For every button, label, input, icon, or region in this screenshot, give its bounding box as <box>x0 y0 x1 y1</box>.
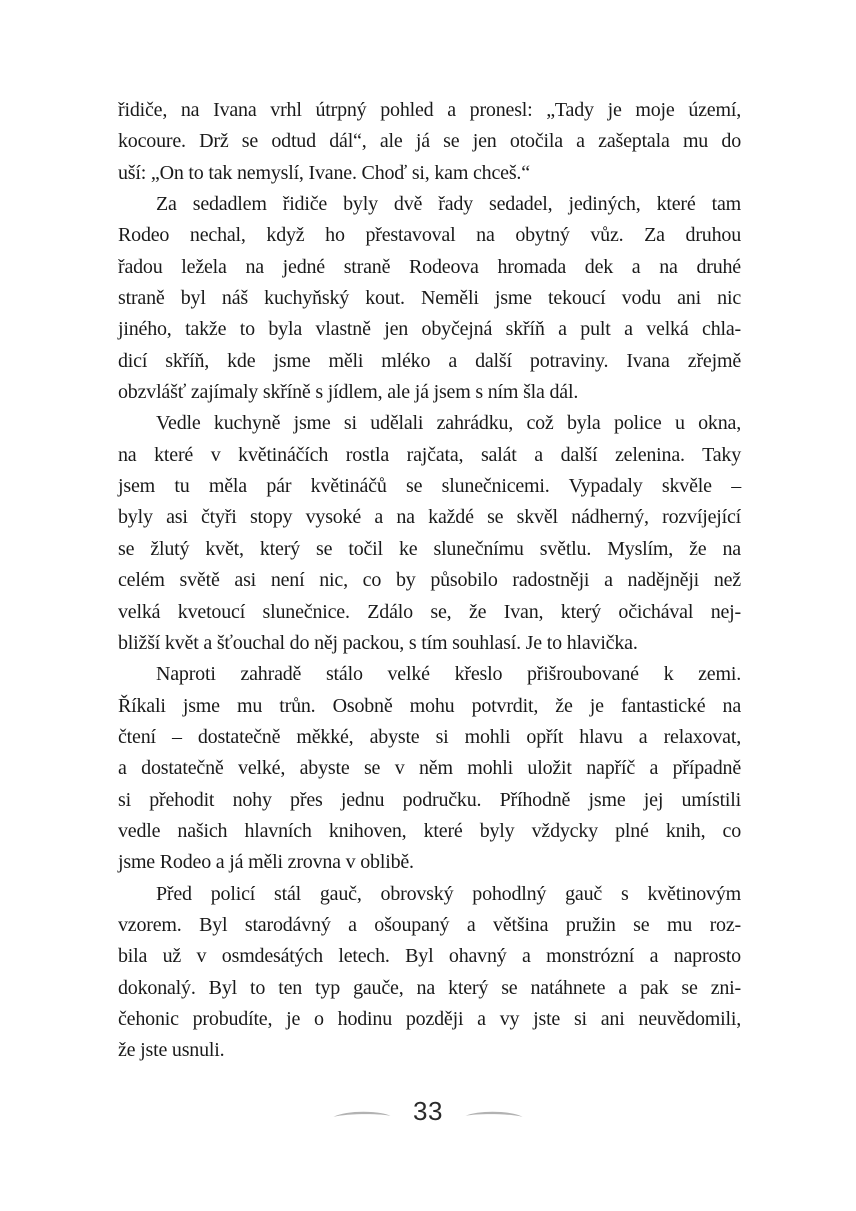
text-line: kocoure. Drž se odtud dál“, ale já se jen otočila a zašeptala mu do <box>118 130 741 153</box>
text-line: straně byl náš kuchyňský kout. Neměli jsme tekoucí vodu ani nic <box>118 287 741 310</box>
text-line: a dostatečně velké, abyste se v něm mohli uložit napříč a případně <box>118 757 741 780</box>
text-line: dicí skříň, kde jsme měli mléko a další potraviny. Ivana zřejmě <box>118 349 741 372</box>
paragraph <box>118 189 741 408</box>
paragraph <box>118 659 741 878</box>
text-line: Říkali jsme mu trůn. Osobně mohu potvrdit, že je fantastické na <box>118 694 741 717</box>
text-line: vedle našich hlavních knihoven, které byly vždycky plné knih, co <box>118 819 741 842</box>
text-line: řidiče, na Ivana vrhl útrpný pohled a pronesl: „Tady je moje území, <box>118 99 741 121</box>
text-line: byly asi čtyři stopy vysoké a na každé se skvěl nádherný, rozvíjející <box>118 506 741 529</box>
text-line: Vedle kuchyně jsme si udělali zahrádku, což byla police u okna, <box>156 412 741 435</box>
page-number-ornament-right-icon <box>465 1108 523 1118</box>
text-line: uší: „On to tak nemyslí, Ivane. Choď si, kam chceš.“ <box>118 161 530 184</box>
text-line: Rodeo nechal, když ho přestavoval na obytný vůz. Za druhou <box>118 224 741 247</box>
text-line: čtení – dostatečně měkké, abyste si mohli opřít hlavu a relaxovat, <box>118 725 741 748</box>
text-line: Naproti zahradě stálo velké křeslo přišroubované k zemi. <box>156 663 741 686</box>
paragraph <box>118 95 741 189</box>
text-line: čehonic probudíte, je o hodinu později a vy jste si ani neuvědomili, <box>118 1007 741 1030</box>
text-line: jsem tu měla pár květináčů se slunečnicemi. Vypadaly skvěle – <box>118 475 741 498</box>
text-line: na které v květináčích rostla rajčata, salát a další zelenina. Taky <box>118 443 741 466</box>
paragraph <box>118 408 741 659</box>
page-number-ornament-left-icon <box>333 1108 391 1118</box>
text-line: se žlutý květ, který se točil ke slunečnímu světlu. Myslím, že na <box>118 537 741 560</box>
text-line: velká kvetoucí slunečnice. Zdálo se, že Ivan, který očichával nej- <box>118 600 741 623</box>
text-line: si přehodit nohy přes jednu područku. Příhodně jsme jej umístili <box>118 788 741 811</box>
text-line: dokonalý. Byl to ten typ gauče, na který se natáhnete a pak se zni- <box>118 976 741 999</box>
page-number: 33 <box>413 1096 443 1126</box>
text-line: řadou ležela na jedné straně Rodeova hromada dek a na druhé <box>118 255 741 278</box>
page-footer <box>0 1094 856 1128</box>
text-line: bila už v osmdesátých letech. Byl ohavný a monstrózní a naprosto <box>118 945 741 968</box>
text-line: že jste usnuli. <box>118 1039 225 1062</box>
text-line: obzvlášť zajímaly skříně s jídlem, ale já jsem s ním šla dál. <box>118 381 579 404</box>
text-line: jiného, takže to byla vlastně jen obyčejná skříň a pult a velká chla- <box>118 318 741 341</box>
text-line: Za sedadlem řidiče byly dvě řady sedadel, jediných, které tam <box>156 193 741 216</box>
paragraph <box>118 879 741 1067</box>
text-line: jsme Rodeo a já měli zrovna v oblibě. <box>118 851 414 874</box>
text-line: vzorem. Byl starodávný a ošoupaný a většina pružin se mu roz- <box>118 913 741 936</box>
text-block <box>118 95 741 1067</box>
text-line: celém světě asi není nic, co by působilo radostněji a nadějněji než <box>118 569 741 592</box>
text-line: bližší květ a šťouchal do něj packou, s tím souhlasí. Je to hlavička. <box>118 631 638 654</box>
text-line: Před policí stál gauč, obrovský pohodlný gauč s květinovým <box>156 882 741 905</box>
